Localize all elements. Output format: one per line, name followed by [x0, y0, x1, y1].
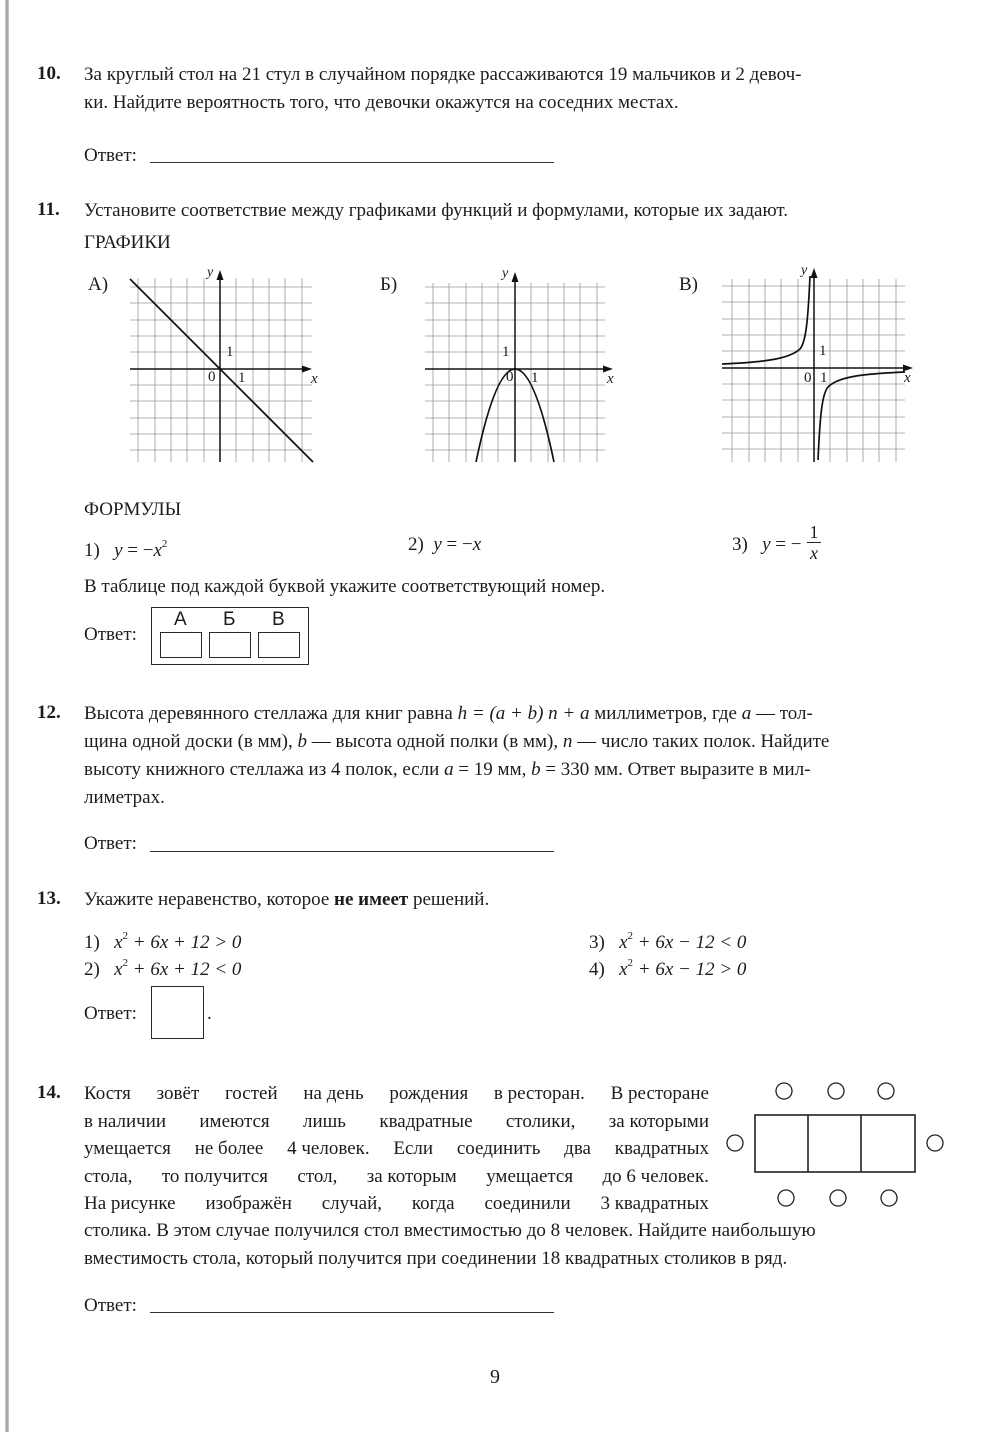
question-number: 12. [37, 702, 61, 723]
variable: a [444, 759, 454, 780]
word: рождения [389, 1083, 469, 1104]
answer-label: Ответ: [84, 1295, 137, 1316]
word: стола, [84, 1166, 133, 1187]
word: квадратных [614, 1138, 709, 1159]
variable: a [741, 703, 752, 724]
option-1[interactable]: 1) $x^2 + 6x + 12 > 0$ [84, 930, 242, 953]
answer-label: Ответ: [84, 1003, 137, 1024]
word: за которым [366, 1166, 457, 1187]
axis-y-label: y [502, 266, 509, 281]
text: = 19 мм, [453, 759, 532, 780]
option-number: 2) [84, 959, 100, 980]
question-number: 11. [37, 199, 60, 220]
option-expression: + 6x + 12 > 0 [128, 932, 242, 953]
answer-column-header: А [174, 609, 187, 630]
option-number: 4) [589, 959, 605, 980]
word: умещается [486, 1166, 574, 1187]
unit-y-label: 1 [819, 343, 827, 359]
text: — высота одной полки (в мм), [307, 731, 563, 752]
word: соединить [456, 1138, 541, 1159]
formula-number: 2) [408, 534, 424, 555]
answer-label: Ответ: [84, 145, 137, 166]
graph-a-label: А) [88, 274, 109, 295]
formula-power: 2 [161, 538, 168, 550]
emphasis: не имеет [334, 889, 409, 910]
word: умещается [84, 1138, 171, 1159]
option-expression: + 6x − 12 > 0 [633, 959, 747, 980]
formula-number: 1) [84, 540, 100, 561]
formula-var: x [153, 540, 162, 561]
formulas-heading: ФОРМУЛЫ [84, 499, 182, 520]
word: В ресторане [610, 1083, 709, 1104]
graph-v-label: В) [679, 274, 698, 295]
question-prompt: Установите соответствие между графиками функций и формулами, которые их задают. [84, 200, 789, 221]
formula-eq: = − [770, 534, 802, 555]
page-number: 9 [490, 1366, 500, 1388]
origin-label: 0 [804, 370, 812, 386]
text: щина одной доски (в мм), [84, 731, 298, 752]
text: — число таких полок. Найдите [572, 731, 830, 752]
word: 3 квадратных [600, 1193, 709, 1214]
word: Костя [84, 1083, 131, 1104]
axis-y-label: y [207, 265, 214, 280]
origin-label: 0 [506, 369, 514, 385]
text: Укажите неравенство, которое [84, 889, 334, 910]
unit-x-label: 1 [238, 370, 246, 386]
question-number: 13. [37, 888, 61, 909]
graph-b-label: Б) [380, 274, 398, 295]
text: — тол- [751, 703, 813, 724]
variable: n [562, 731, 573, 752]
answer-column-header: Б [223, 609, 236, 630]
word: стол, [297, 1166, 338, 1187]
axis-x-label: x [311, 371, 318, 387]
word: случай, [321, 1193, 383, 1214]
word: до 6 человек. [602, 1166, 709, 1187]
option-3[interactable]: 3) $x^2 + 6x - 12 < 0$ [589, 930, 747, 953]
formula-number: 3) [732, 534, 748, 555]
word: когда [411, 1193, 455, 1214]
question-number: 10. [37, 63, 61, 84]
answer-column-header: В [272, 609, 285, 630]
formula-eq: = − [441, 534, 473, 555]
axis-x-label: x [904, 370, 911, 386]
formula-lhs: y [114, 540, 123, 561]
formula-lhs: y [433, 534, 442, 555]
text: Высота деревянного стеллажа для книг равна [84, 703, 458, 724]
text: = 330 мм. Ответ выразите в мил- [540, 759, 811, 780]
unit-y-label: 1 [502, 344, 510, 360]
axis-y-label: y [801, 263, 808, 278]
question-text-line: вместимость стола, который получится при соединении 18 квадратных столиков в ряд. [84, 1248, 788, 1269]
word: На рисунке [84, 1193, 176, 1214]
word: лишь [303, 1111, 346, 1132]
option-expression: + 6x + 12 < 0 [128, 959, 242, 980]
word: за которыми [608, 1111, 709, 1132]
question-text-line: За круглый стол на 21 стул в случайном порядке рассаживаются 19 мальчиков и 2 девоч- [84, 64, 802, 85]
word: квадратные [379, 1111, 473, 1132]
option-4[interactable]: 4) $x^2 + 6x - 12 > 0$ [589, 957, 747, 980]
fraction-numerator: 1 [809, 522, 819, 542]
option-2[interactable]: 2) $x^2 + 6x + 12 < 0$ [84, 957, 242, 980]
fraction-denominator: x [810, 543, 818, 563]
word: 4 человек. [287, 1138, 370, 1159]
word: на день [303, 1083, 364, 1104]
word: в ресторан. [493, 1083, 585, 1104]
variable: b [531, 759, 541, 780]
origin-label: 0 [208, 369, 216, 385]
text: высоту книжного стеллажа из 4 полок, если [84, 759, 445, 780]
question-number: 14. [37, 1082, 61, 1103]
seats [727, 1083, 943, 1206]
axis-x-label: x [607, 371, 614, 387]
question-text-line: столика. В этом случае получился стол вместимостью до 8 человек. Найдите наибольшую [84, 1220, 816, 1241]
word: соединили [484, 1193, 571, 1214]
word: то получится [161, 1166, 268, 1187]
text: решений. [408, 889, 490, 910]
word: изображён [205, 1193, 292, 1214]
height-formula: h = (a + b) n + a [457, 703, 590, 724]
word: Если [393, 1138, 434, 1159]
text: миллиметров, где [589, 703, 742, 724]
formula-var: x [472, 534, 482, 555]
word: зовёт [156, 1083, 200, 1104]
graphs-heading: ГРАФИКИ [84, 232, 171, 253]
variable: b [297, 731, 307, 752]
word: два [564, 1138, 591, 1159]
question-text-line: ки. Найдите вероятность того, что девочки окажутся на соседних местах. [84, 92, 679, 113]
word: не более [194, 1138, 264, 1159]
option-number: 1) [84, 932, 100, 953]
word: в наличии [84, 1111, 167, 1132]
answer-label: Ответ: [84, 624, 137, 645]
table-instruction: В таблице под каждой буквой укажите соответствующий номер. [84, 576, 606, 597]
answer-input-line[interactable] [150, 1312, 554, 1313]
joined-tables [755, 1115, 915, 1172]
question-text-line: лиметрах. [84, 787, 165, 808]
word: гостей [224, 1083, 278, 1104]
word: имеются [199, 1111, 270, 1132]
unit-y-label: 1 [226, 344, 234, 360]
answer-label: Ответ: [84, 833, 137, 854]
option-expression: + 6x − 12 < 0 [633, 932, 747, 953]
formula-lhs: y [762, 534, 771, 555]
answer-suffix: . [207, 1003, 212, 1024]
formula-eq: = − [122, 540, 154, 561]
word: столики, [505, 1111, 576, 1132]
option-number: 3) [589, 932, 605, 953]
unit-x-label: 1 [531, 370, 539, 386]
unit-x-label: 1 [820, 370, 828, 386]
